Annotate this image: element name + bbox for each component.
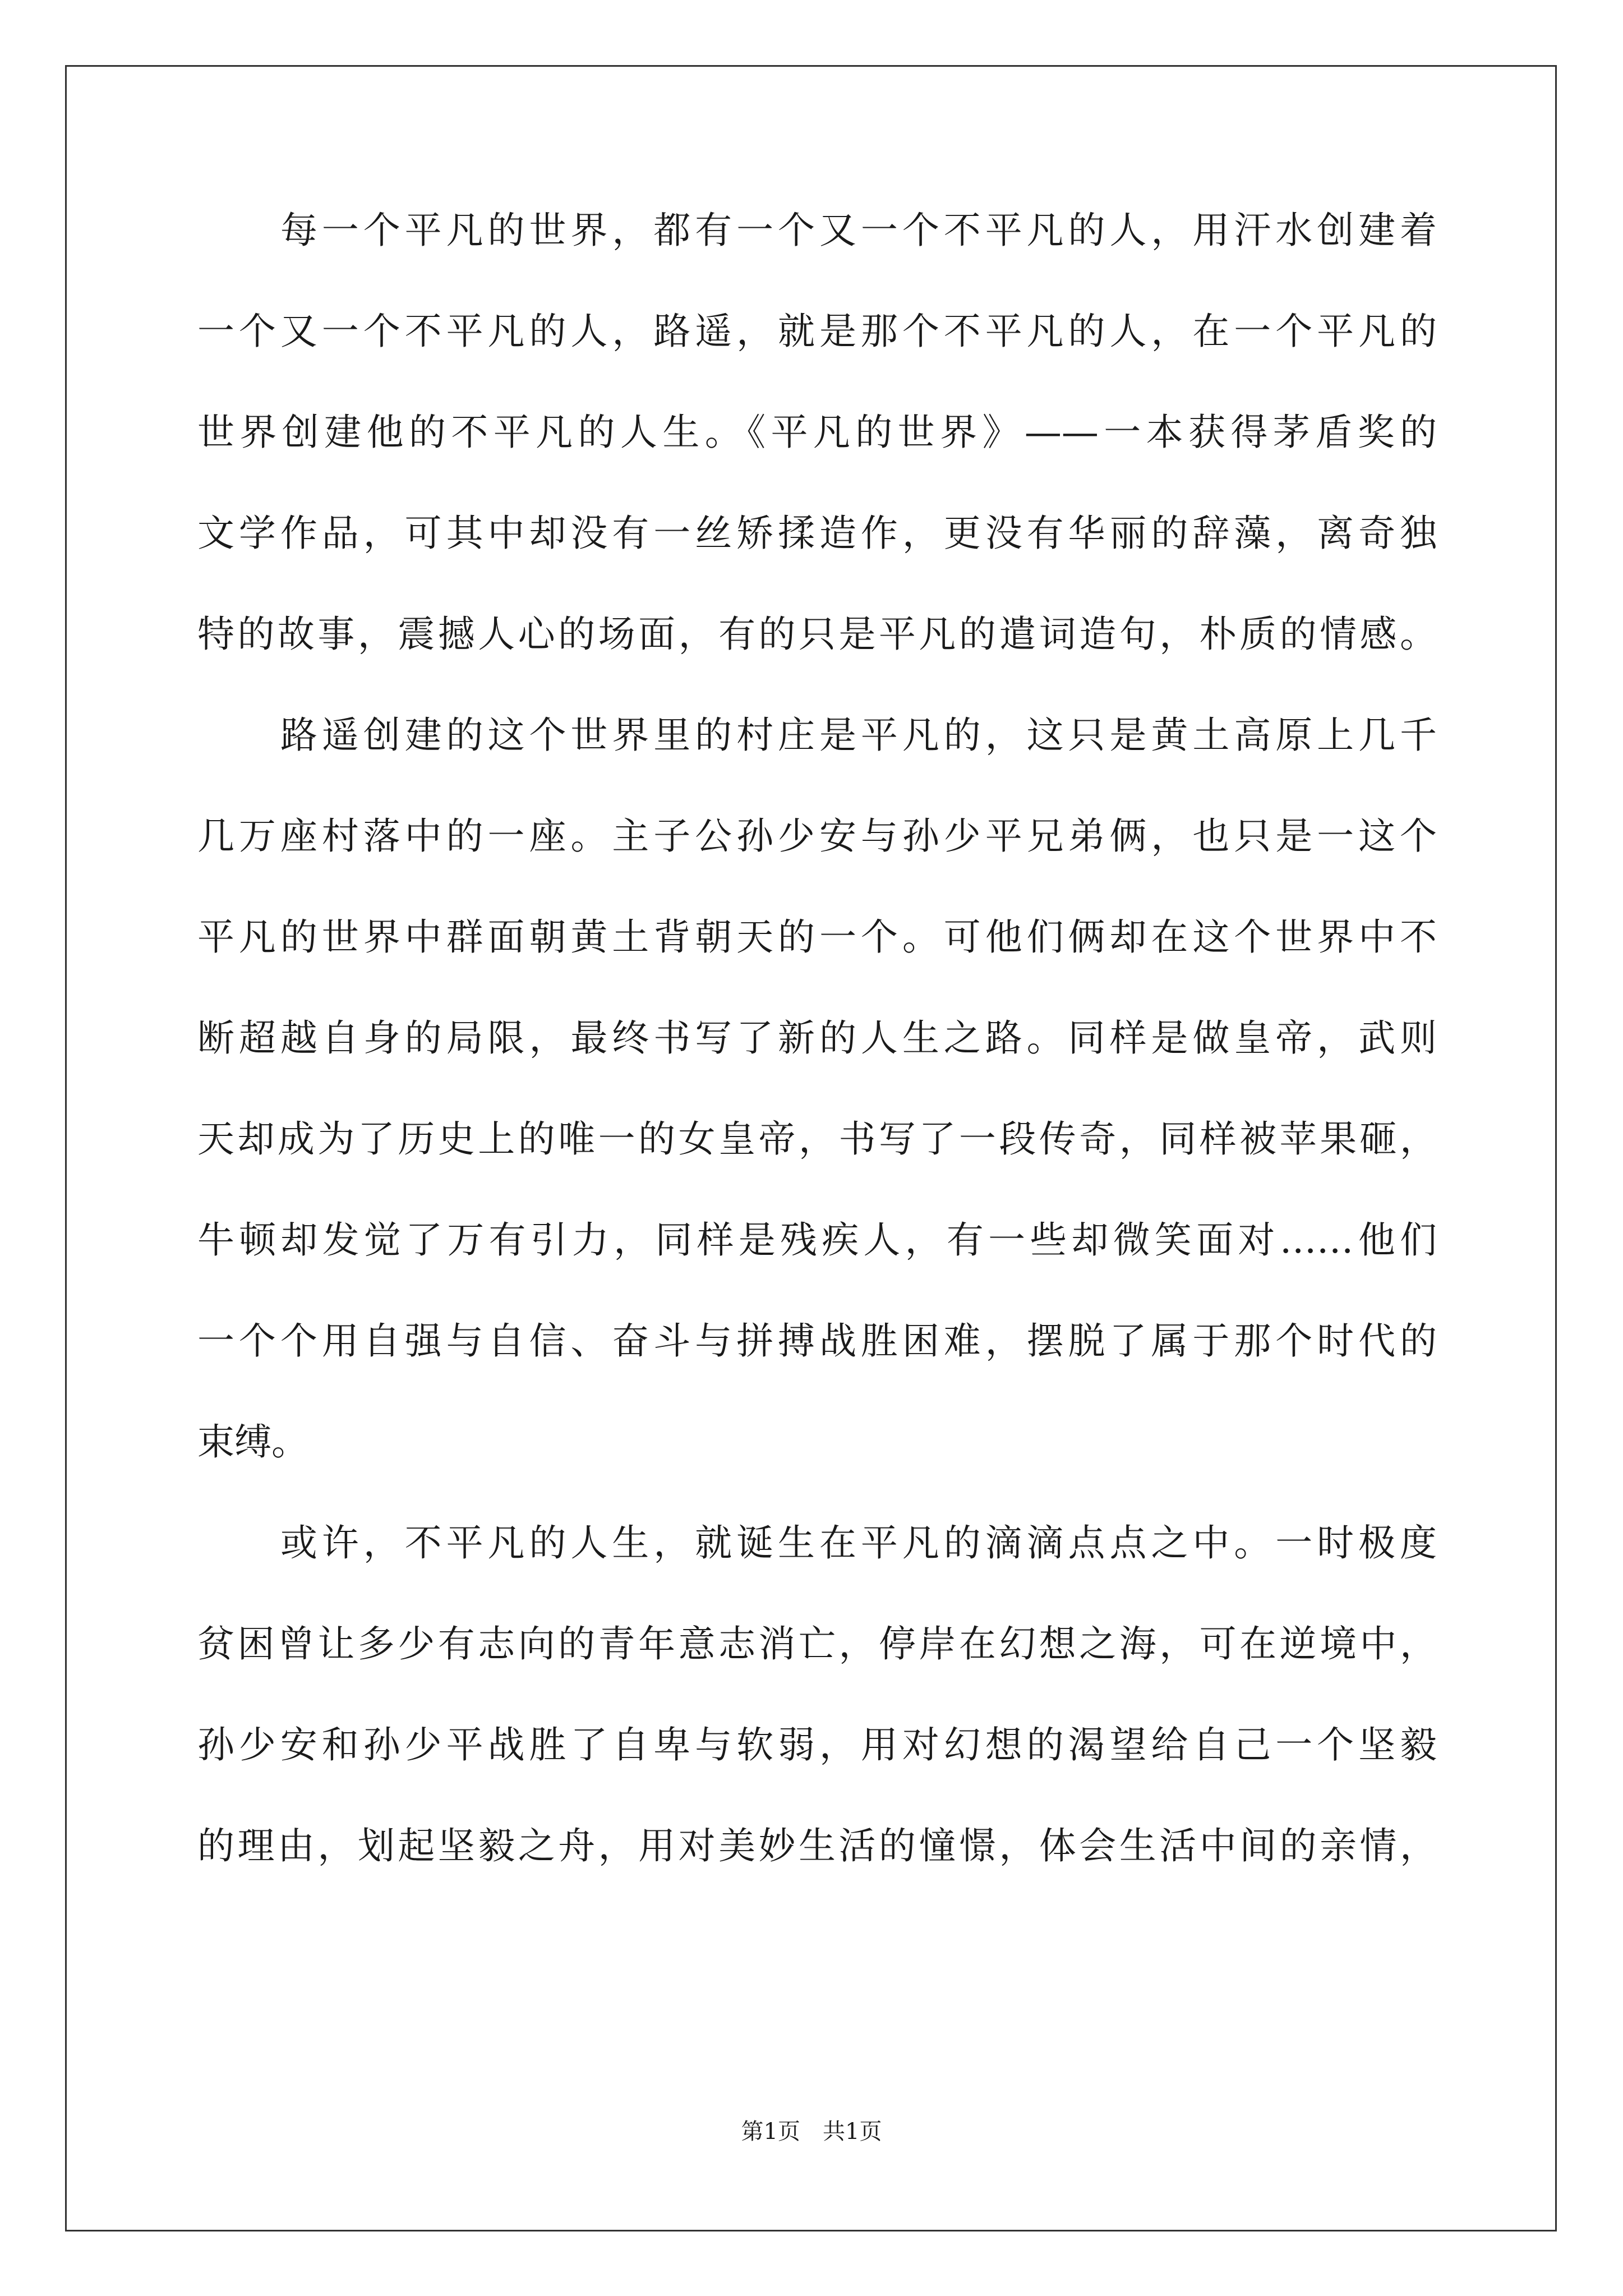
text-line: 牛顿却发觉了万有引力，同样是残疾人，有一些却微笑面对……他们 [197,1218,1437,1262]
text-line: 束缚。 [197,1420,308,1464]
text-line: 一个又一个不平凡的人，路遥，就是那个不平凡的人，在一个平凡的 [197,310,1437,353]
text-line: 世界创建他的不平凡的人生。《平凡的世界》——一本获得茅盾奖的 [197,411,1437,454]
text-line: 特的故事，震撼人心的场面，有的只是平凡的遣词造句，朴质的情感。 [197,613,1437,656]
text-line: 或许，不平凡的人生，就诞生在平凡的滴滴点点之中。一时极度 [197,1521,1437,1565]
text-line: 平凡的世界中群面朝黄土背朝天的一个。可他们俩却在这个世界中不 [197,915,1437,959]
text-line: 断超越自身的局限，最终书写了新的人生之路。同样是做皇帝，武则 [197,1016,1437,1060]
text-line: 每一个平凡的世界，都有一个又一个不平凡的人，用汗水创建着 [197,209,1437,252]
page-number-footer: 第1页 共1页 [741,2119,882,2145]
text-line: 孙少安和孙少平战胜了自卑与软弱，用对幻想的渴望给自己一个坚毅 [197,1723,1437,1766]
text-line: 贫困曾让多少有志向的青年意志消亡，停岸在幻想之海，可在逆境中， [197,1622,1437,1665]
text-line: 几万座村落中的一座。主子公孙少安与孙少平兄弟俩，也只是一这个 [197,815,1437,858]
text-line: 路遥创建的这个世界里的村庄是平凡的，这只是黄土高原上几千 [197,714,1437,757]
text-line: 文学作品，可其中却没有一丝矫揉造作，更没有华丽的辞藻，离奇独 [197,512,1437,555]
text-line: 的理由，划起坚毅之舟，用对美妙生活的憧憬，体会生活中间的亲情， [197,1824,1437,1867]
text-line: 天却成为了历史上的唯一的女皇帝，书写了一段传奇，同样被苹果砸， [197,1117,1437,1161]
text-line: 一个个用自强与自信、奋斗与拼搏战胜困难，摆脱了属于那个时代的 [197,1319,1437,1363]
